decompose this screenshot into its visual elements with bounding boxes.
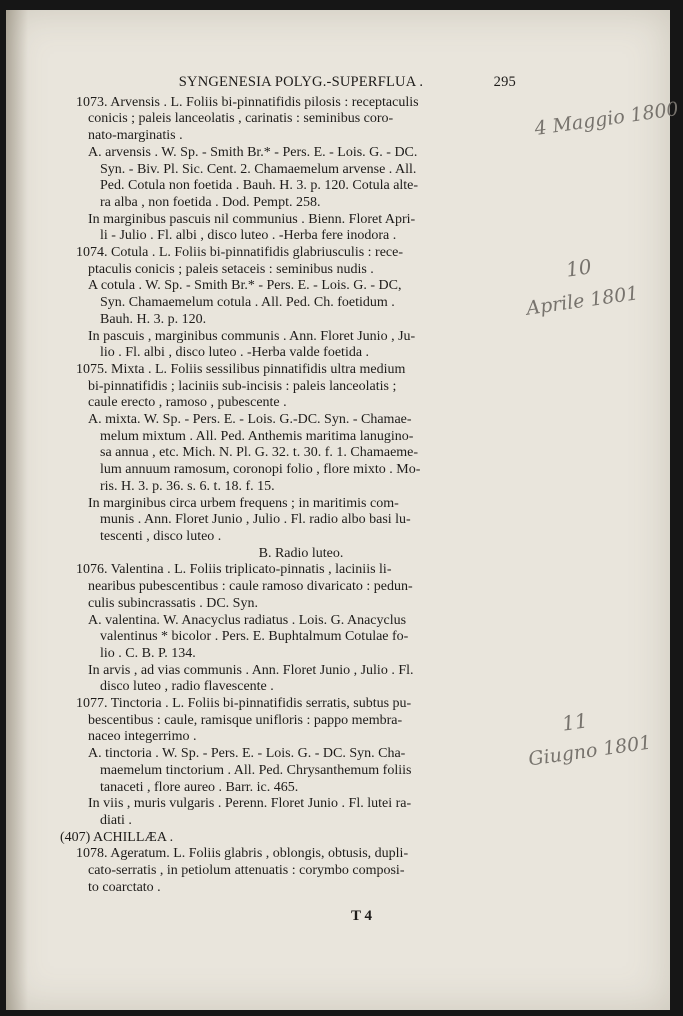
genus-heading: (407) ACHILLÆA .: [60, 829, 174, 845]
header-title: SYNGENESIA POLYG.-SUPERFLUA .: [178, 74, 424, 90]
text-line: A. valentina. W. Anacyclus radiatus . Lois. G. Anacyclus: [88, 612, 407, 628]
text-line: munis . Ann. Floret Junio , Julio . Fl. radio albo basi lu-: [100, 512, 411, 528]
text-line: ris. H. 3. p. 36. s. 6. t. 18. f. 15.: [100, 478, 275, 494]
text-line: 1076. Valentina . L. Foliis triplicato-pinnatis , laciniis li-: [76, 562, 392, 578]
text-line: caule erecto , ramoso , pubescente .: [88, 395, 287, 411]
text-line: nearibus pubescentibus : caule ramoso divaricato : pedun-: [88, 579, 413, 595]
text-line: maemelum tinctorium . All. Ped. Chrysanthemum foliis: [100, 762, 412, 778]
page-number: 295: [493, 74, 516, 90]
margin-note: Giugno 1801: [527, 731, 653, 771]
text-line: tanaceti , flore aureo . Barr. ic. 465.: [100, 779, 299, 795]
page-text: [60, 74, 526, 896]
text-line: culis subincrassatis . DC. Syn.: [88, 595, 258, 611]
text-line: Syn. - Biv. Pl. Sic. Cent. 2. Chamaemelum arvense . All.: [100, 161, 417, 177]
text-line: cato-serratis , in petiolum attenuatis : corymbo composi-: [88, 863, 405, 879]
text-line: A. tinctoria . W. Sp. - Pers. E. - Lois. G. - DC. Syn. Cha-: [88, 746, 406, 762]
text-line: 1078. Ageratum. L. Foliis glabris , oblongis, obtusis, dupli-: [76, 846, 409, 862]
text-line: Syn. Chamaemelum cotula . All. Ped. Ch. foetidum .: [100, 295, 395, 311]
margin-note: 11: [560, 708, 589, 736]
text-line: nato-marginatis .: [88, 128, 183, 144]
text-line: bi-pinnatifidis ; laciniis sub-incisis : paleis lanceolatis ;: [88, 378, 397, 394]
margin-note: 4 Maggio 1800: [533, 98, 680, 140]
text-line: In pascuis , marginibus communis . Ann. Floret Junio , Ju-: [88, 328, 416, 344]
text-line: In marginibus circa urbem frequens ; in maritimis com-: [88, 495, 399, 511]
margin-note: 10: [564, 254, 593, 282]
margin-note: Aprile 1801: [525, 282, 640, 320]
running-header: [76, 74, 526, 91]
text-line: naceo integerrimo .: [88, 729, 197, 745]
text-line: to coarctato .: [88, 879, 161, 895]
text-line: conicis ; paleis lanceolatis , carinatis : seminibus coro-: [88, 111, 394, 127]
text-line: sa annua , etc. Mich. N. Pl. G. 32. t. 30. f. 1. Chamaeme-: [100, 445, 419, 461]
text-line: lio . C. B. P. 134.: [100, 645, 196, 661]
text-line: Bauh. H. 3. p. 120.: [100, 311, 207, 327]
section-heading: B. Radio luteo.: [258, 545, 344, 561]
text-line: lum annuum ramosum, coronopi folio , flore mixto . Mo-: [100, 462, 421, 478]
text-line: 1074. Cotula . L. Foliis bi-pinnatifidis glabriusculis : rece-: [76, 245, 404, 261]
text-line: ptaculis conicis ; paleis setaceis : seminibus nudis .: [88, 261, 374, 277]
text-line: Ped. Cotula non foetida . Bauh. H. 3. p. 120. Cotula alte-: [100, 178, 419, 194]
text-line: ra alba , non foetida . Dod. Pempt. 258.: [100, 194, 321, 210]
text-line: bescentibus : caule, ramisque unifloris : pappo membra-: [88, 712, 403, 728]
text-line: melum mixtum . All. Ped. Anthemis maritima lanugino-: [100, 428, 414, 444]
text-line: A. arvensis . W. Sp. - Smith Br.* - Pers. E. - Lois. G. - DC.: [88, 144, 418, 160]
text-line: li - Julio . Fl. albi , disco luteo . -Herba fere inodora .: [100, 228, 397, 244]
text-line: A. mixta. W. Sp. - Pers. E. - Lois. G.-DC. Syn. - Chamae-: [88, 412, 412, 428]
text-line: In arvis , ad vias communis . Ann. Floret Junio , Julio . Fl.: [88, 662, 414, 678]
text-line: In marginibus pascuis nil communius . Bienn. Floret Apri-: [88, 211, 416, 227]
text-line: A cotula . W. Sp. - Smith Br.* - Pers. E. - Lois. G. - DC,: [88, 278, 402, 294]
signature-mark: T 4: [351, 908, 372, 924]
text-line: diati .: [100, 812, 132, 828]
text-line: disco luteo , radio flavescente .: [100, 679, 274, 695]
text-line: 1073. Arvensis . L. Foliis bi-pinnatifidis pilosis : receptaculis: [76, 94, 419, 110]
text-line: 1075. Mixta . L. Foliis sessilibus pinnatifidis ultra medium: [76, 361, 406, 377]
page-gutter-shadow: [6, 10, 28, 1010]
text-line: lio . Fl. albi , disco luteo . -Herba valde foetida .: [100, 345, 370, 361]
text-line: 1077. Tinctoria . L. Foliis bi-pinnatifidis serratis, subtus pu-: [76, 696, 412, 712]
book-page: [6, 10, 680, 1010]
text-line: tescenti , disco luteo .: [100, 528, 222, 544]
text-line: valentinus * bicolor . Pers. E. Buphtalmum Cotulae fo-: [100, 629, 409, 645]
text-line: In viis , muris vulgaris . Perenn. Floret Junio . Fl. lutei ra-: [88, 796, 412, 812]
